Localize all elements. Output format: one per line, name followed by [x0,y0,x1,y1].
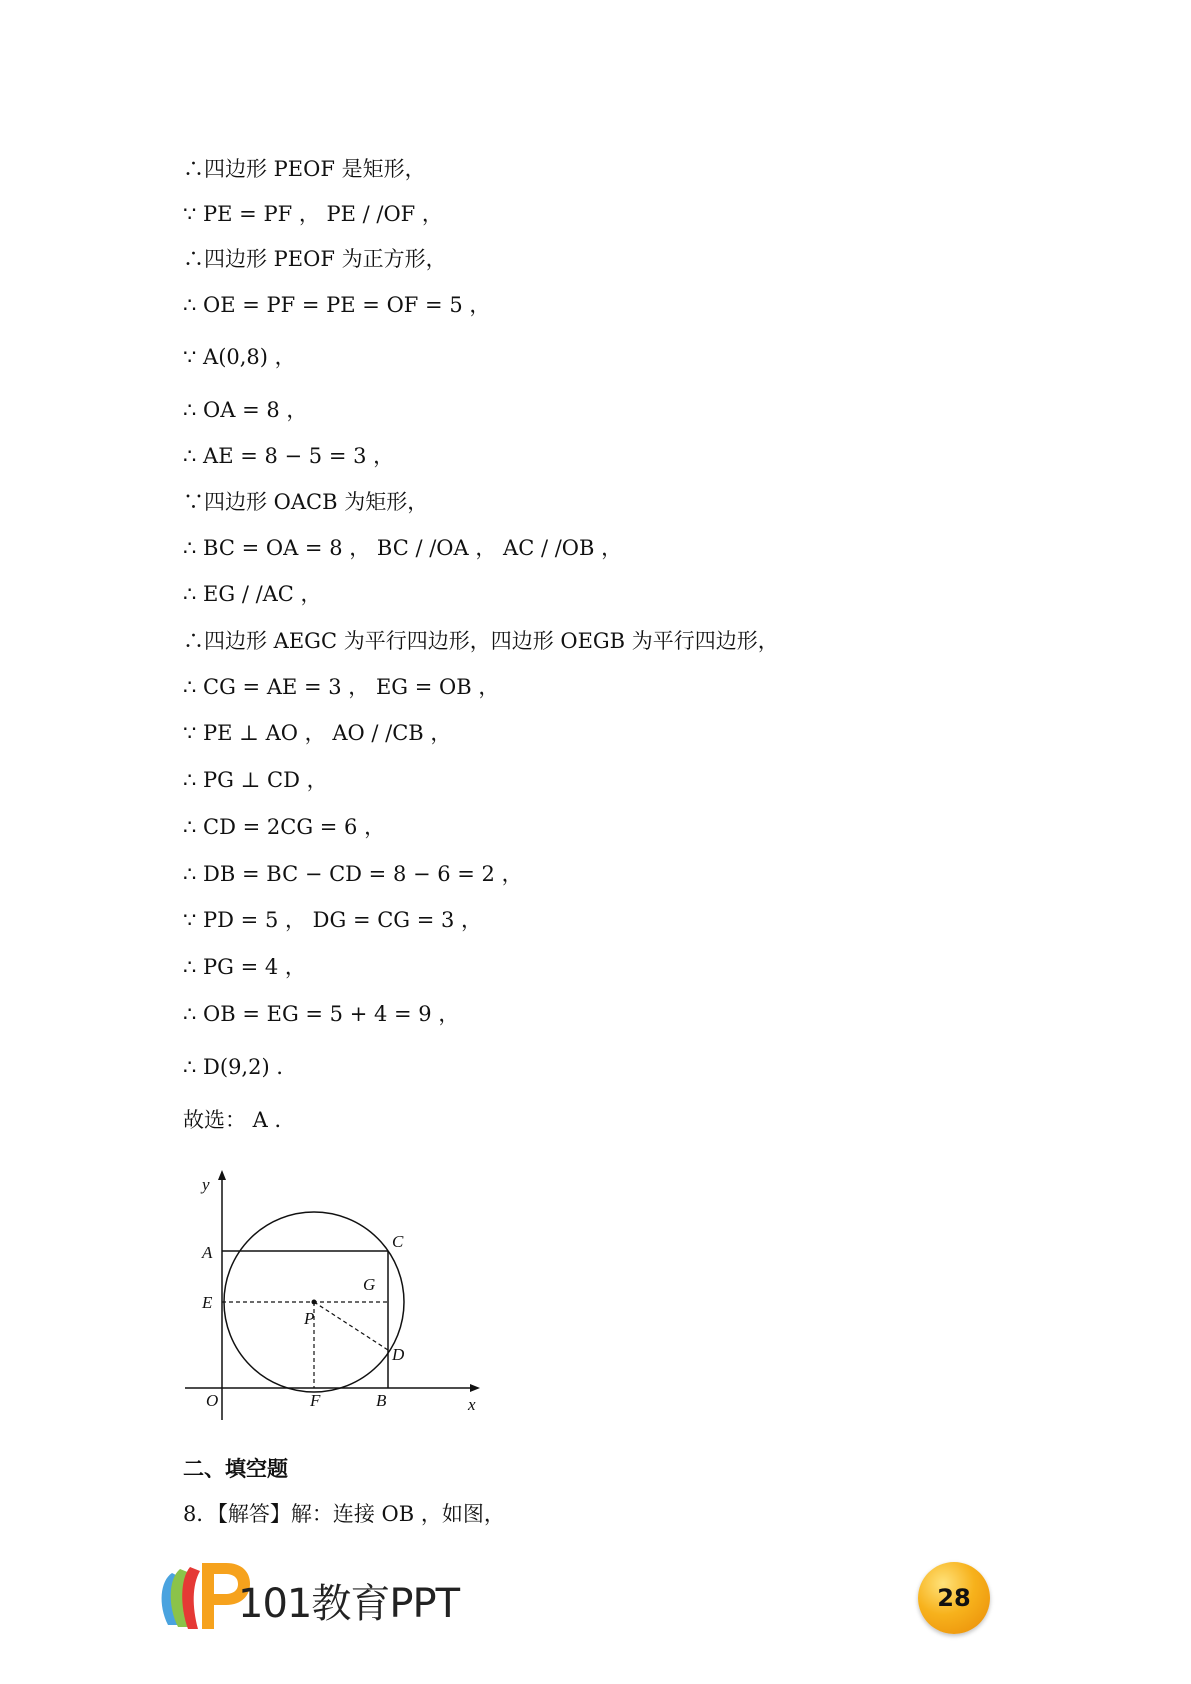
solution-line-12: ∴ CG = AE = 3 ， EG = OB ， [183,675,500,699]
segment-pd [314,1302,388,1350]
label-c: C [392,1232,404,1251]
solution-line-17: ∵ PD = 5 ， DG = CG = 3 ， [183,908,483,932]
solution-line-14: ∴ PG ⊥ CD ， [183,768,328,792]
solution-line-10: ∴ EG / /AC ， [183,582,322,606]
label-a: A [202,1243,213,1262]
label-p: P [304,1309,315,1328]
solution-line-9: ∴ BC = OA = 8 ， BC / /OA ， AC / /OB ， [183,536,623,560]
label-g: G [363,1275,376,1294]
solution-line-15: ∴ CD = 2CG = 6 ， [183,815,386,839]
geometry-figure [180,1170,480,1430]
solution-line-19: ∴ OB = EG = 5 + 4 = 9 ， [183,1002,460,1026]
next-question-line: 8．【解答】解：连接 OB ，如图， [183,1502,505,1526]
answer-line: 故选： A ． [183,1108,296,1132]
brand-name: 101教育PPT [238,1581,460,1627]
solution-line-13: ∵ PE ⊥ AO ， AO / /CB ， [183,721,452,745]
solution-line-16: ∴ DB = BC − CD = 8 − 6 = 2 ， [183,862,523,886]
page-number-badge [918,1562,990,1634]
label-e: E [202,1293,213,1312]
solution-line-1: ∴四边形 PEOF 是矩形， [183,157,426,181]
label-f: F [310,1391,321,1410]
page-number: 28 [937,1584,971,1612]
point-p [312,1300,317,1305]
solution-line-2: ∵ PE = PF ， PE / /OF ， [183,202,443,226]
label-b: B [376,1391,387,1410]
label-y: y [202,1175,210,1194]
solution-line-4: ∴ OE = PF = PE = OF = 5 ， [183,293,491,317]
label-o: O [206,1391,219,1410]
x-axis-arrow [470,1384,480,1392]
solution-line-20: ∴ D(9,2) ． [183,1055,298,1079]
solution-line-6: ∴ OA = 8 ， [183,398,308,422]
solution-line-11: ∴四边形 AEGC 为平行四边形，四边形 OEGB 为平行四边形， [183,629,779,653]
solution-line-8: ∵四边形 OACB 为矩形， [183,490,429,514]
solution-line-3: ∴四边形 PEOF 为正方形， [183,247,447,271]
solution-line-5: ∵ A(0,8) ， [183,345,296,369]
section-heading: 二、填空题 [183,1457,288,1481]
y-axis-arrow [218,1170,226,1180]
solution-line-7: ∴ AE = 8 − 5 = 3 ， [183,444,395,468]
label-x: x [468,1395,476,1414]
solution-line-18: ∴ PG = 4 ， [183,955,306,979]
label-d: D [392,1345,405,1364]
